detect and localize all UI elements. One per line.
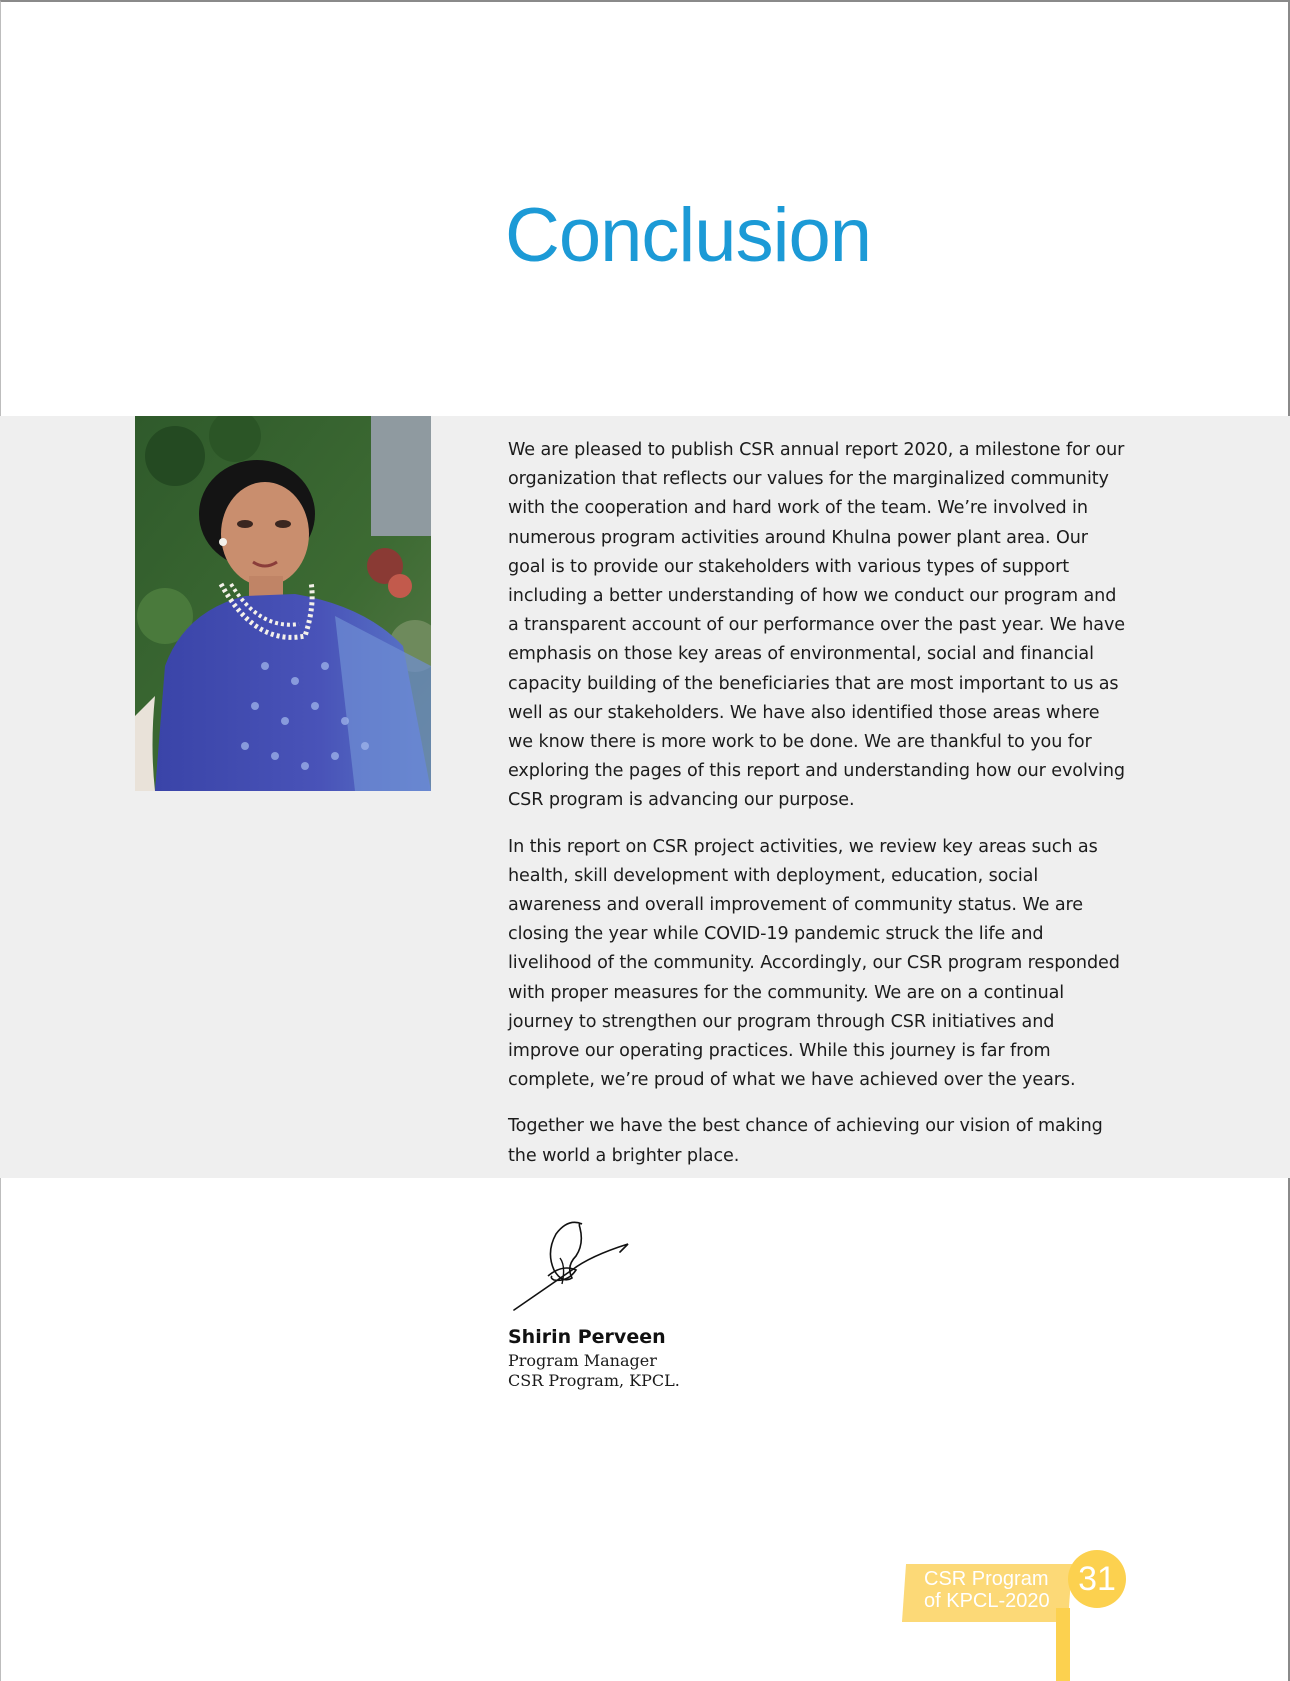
signature	[510, 1218, 640, 1314]
signatory-organization: CSR Program, KPCL.	[508, 1371, 680, 1390]
page-number: 31	[1078, 1559, 1116, 1598]
signatory-role: Program Manager	[508, 1351, 657, 1370]
footer-badge-pole	[1056, 1608, 1070, 1681]
portrait-photo	[135, 416, 431, 791]
footer-report-subtitle: of KPCL-2020	[924, 1590, 1050, 1612]
paragraph-3: Together we have the best chance of achieving our vision of making the world a brighter place.	[508, 1116, 1103, 1166]
footer-page-badge	[904, 1548, 1130, 1681]
paragraph-2: In this report on CSR project activities, we review key areas such as health, skill development with deployment, education, social awareness and overall improvement of community status. We are closing the year while COVID-19 pandemic struck the life and livelihood of the community. Accordingly, our CSR program responded with proper measures for the community. We are on a continual journey to strengthen our program through CSR initiatives and improve our operating practices. While this journey is far from complete, we’re proud of what we have achieved over the years.	[508, 836, 1120, 1091]
paragraph-1: We are pleased to publish CSR annual report 2020, a milestone for our organization that reflects our values for the marginalized community with the cooperation and hard work of the team. We’re involved in numerous program activities around Khulna power plant area. Our goal is to provide our stakeholders with various types of support including a better understanding of how we conduct our program and a transparent account of our performance over the past year. We have emphasis on those key areas of environmental, social and financial capacity building of the beneficiaries that are most important to us as well as our stakeholders. We have also identified those areas where we know there is more work to be done. We are thankful to you for exploring the pages of this report and understanding how our evolving CSR program is advancing our purpose.	[508, 440, 1125, 811]
signatory-name: Shirin Perveen	[508, 1326, 666, 1348]
page-title: Conclusion	[505, 193, 871, 278]
conclusion-body	[508, 436, 1126, 1188]
footer-report-name: CSR Program	[924, 1568, 1049, 1590]
